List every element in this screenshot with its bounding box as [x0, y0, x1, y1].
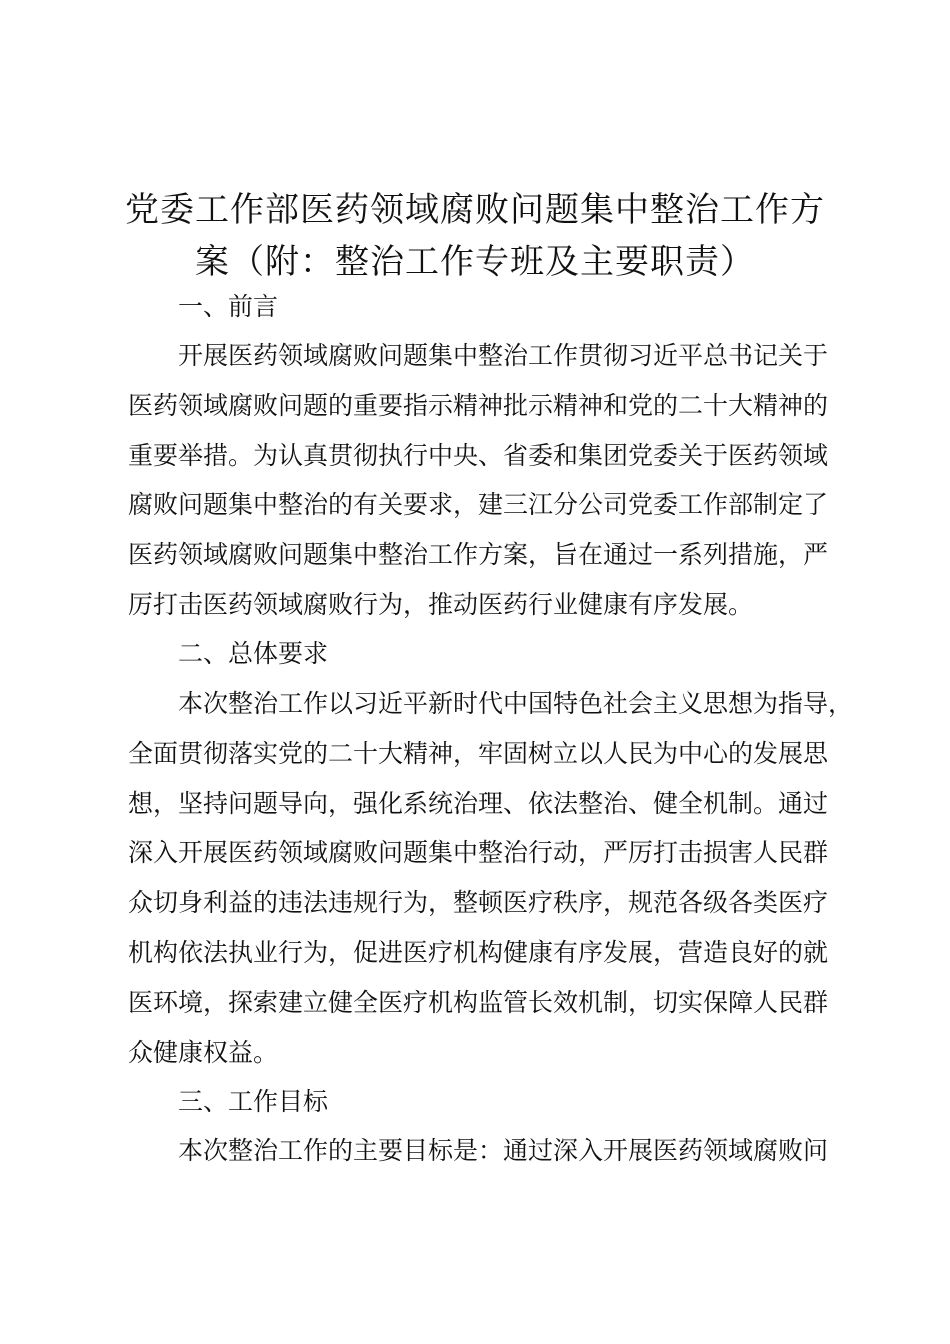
- section-heading-goals: 三、工作目标: [178, 1087, 329, 1116]
- paragraph-line: 想，坚持问题导向，强化系统治理、依法整治、健全机制。通过: [128, 788, 829, 818]
- paragraph-line: 医药领域腐败问题集中整治工作方案，旨在通过一系列措施，严: [128, 540, 829, 570]
- section-heading-requirements: 二、总体要求: [178, 639, 329, 668]
- paragraph-line: 开展医药领域腐败问题集中整治工作贯彻习近平总书记关于: [178, 341, 829, 370]
- paragraph-line: 厉打击医药领域腐败行为，推动医药行业健康有序发展。: [128, 589, 754, 619]
- paragraph-line: 机构依法执业行为，促进医疗机构健康有序发展，营造良好的就: [128, 937, 829, 967]
- paragraph-line: 本次整治工作以习近平新时代中国特色社会主义思想为指导，: [178, 689, 854, 718]
- paragraph-line: 全面贯彻落实党的二十大精神，牢固树立以人民为中心的发展思: [128, 738, 829, 768]
- paragraph-line: 重要举措。为认真贯彻执行中央、省委和集团党委关于医药领域: [128, 440, 829, 470]
- paragraph-line: 腐败问题集中整治的有关要求，建三江分公司党委工作部制定了: [128, 490, 829, 520]
- paragraph-line: 医环境，探索建立健全医疗机构监管长效机制，切实保障人民群: [128, 987, 829, 1017]
- paragraph-line: 医药领域腐败问题的重要指示精神批示精神和党的二十大精神的: [128, 390, 829, 420]
- paragraph-requirements: [128, 679, 854, 1077]
- paragraph-line: 众切身利益的违法违规行为，整顿医疗秩序，规范各级各类医疗: [128, 888, 829, 918]
- title-line: 党委工作部医药领域腐败问题集中整治工作方: [125, 190, 825, 230]
- paragraph-line: 本次整治工作的主要目标是：通过深入开展医药领域腐败问: [178, 1136, 829, 1165]
- section-heading-preface: 一、前言: [178, 292, 279, 321]
- paragraph-line: 深入开展医药领域腐败问题集中整治行动，严厉打击损害人民群: [128, 838, 829, 868]
- paragraph-preface: [128, 331, 833, 630]
- paragraph-line: 众健康权益。: [128, 1037, 279, 1067]
- document-title: [120, 184, 830, 288]
- paragraph-goals: [128, 1126, 833, 1176]
- title-line: 案（附：整治工作专班及主要职责）: [195, 242, 755, 282]
